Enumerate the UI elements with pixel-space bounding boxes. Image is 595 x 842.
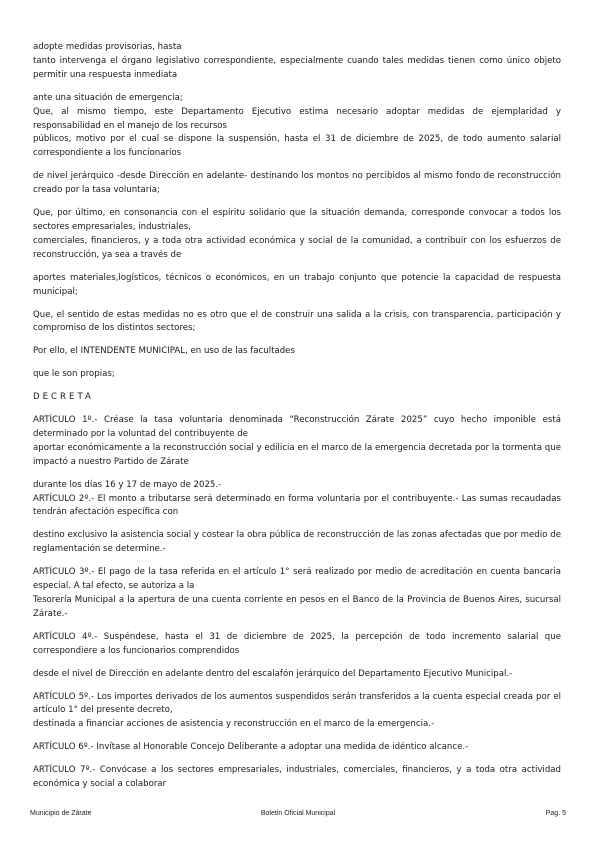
- document-body: [33, 41, 561, 792]
- paragraph: aportes materiales,logísticos, técnicos o económicos, en un trabajo conjunto que potencie la capacidad de respuesta municipal;: [33, 272, 561, 297]
- page-footer: [30, 810, 566, 822]
- paragraph: aportar económicamente a la reconstrucción social y edilicia en el marco de la emergencia decretada por la tormenta que impactó a nuestro Partido de Zárate: [33, 442, 561, 467]
- article-5: ARTÍCULO 5º.- Los importes derivados de los aumentos suspendidos serán transferidos a la cuenta especial creada por el artículo 1° del presente decreto,: [33, 691, 561, 716]
- paragraph: Por ello, el INTENDENTE MUNICIPAL, en uso de las facultades: [33, 346, 295, 357]
- article-3: ARTÍCULO 3º.- El pago de la tasa referida en el artículo 1° será realizado por medio de acreditación en cuenta bancaria especial. A tal efecto, se autoriza a la: [33, 567, 561, 592]
- article-2: ARTÍCULO 2º.- El monto a tributarse será determinado en forma voluntaria por el contribuyente.- Las sumas recaudadas tendrán afectación específica con: [33, 493, 561, 518]
- paragraph: Que, por último, en consonancia con el espíritu solidario que la situación demanda, corresponde convocar a todos los sectores empresariales, industriales,: [33, 208, 561, 232]
- paragraph: Tesorería Municipal a la apertura de una cuenta corriente en pesos en el Banco de la Provincia de Buenos Aires, sucursal Zárate.-: [33, 595, 561, 619]
- paragraph: públicos, motivo por el cual se dispone la suspensión, hasta el 31 de diciembre de 2025, de todo aumento salarial correspondiente a los funcionarios: [33, 134, 561, 159]
- paragraph: destino exclusivo la asistencia social y costear la obra pública de reconstrucción de las zonas afectadas que por medio de reglamentación se determine.-: [33, 530, 561, 555]
- decreta-heading: DECRETA: [33, 392, 94, 403]
- footer-municipality: Municipio de Zárate: [30, 810, 92, 817]
- paragraph: Que, el sentido de estas medidas no es otro que el de construir una salida a la crisis, con transparencia, participación y compromiso de los distintos sectores;: [33, 309, 561, 334]
- article-6: ARTÍCULO 6º.- Invítase al Honorable Concejo Deliberante a adoptar una medida de idéntico alcance.-: [33, 742, 469, 753]
- footer-bulletin-title: Boletin Oficial Municipal: [260, 810, 336, 817]
- paragraph: destinada a financiar acciones de asistencia y reconstrucción en el marco de la emergencia.-: [33, 719, 435, 730]
- paragraph: comerciales, financieros, y a toda otra actividad económica y social de la comunidad, a contribuir con los esfuerzos de reconstrucción, ya sea a través de: [33, 235, 561, 260]
- paragraph: adopte medidas provisorias, hasta: [33, 42, 182, 52]
- paragraph: durante los días 16 y 17 de mayo de 2025.-: [33, 479, 222, 490]
- article-4: ARTÍCULO 4º.- Suspéndese, hasta el 31 de diciembre de 2025, la percepción de todo incremento salarial que correspondiere a los funcionarios comprendidos: [33, 631, 561, 656]
- paragraph: que le son propias;: [33, 369, 115, 380]
- footer-page-number: Pag. 5: [545, 810, 566, 817]
- paragraph: tanto intervenga el órgano legislativo correspondiente, especialmente cuando tales medidas tienen como único objeto permitir una respuesta inmediata: [33, 55, 561, 80]
- article-1: ARTÍCULO 1º.- Créase la tasa voluntaria denominada “Reconstrucción Zárate 2025” cuyo hecho imponible está determinado por la voluntad del contribuyente de: [33, 415, 561, 439]
- article-7: ARTÍCULO 7º.- Convócase a los sectores empresariales, industriales, comerciales, financieros, y a toda otra actividad económica y social a colaborar: [33, 765, 561, 790]
- paragraph: ante una situación de emergencia;: [33, 92, 183, 103]
- paragraph: desde el nivel de Dirección en adelante dentro del escalafón jerárquico del Departamento Ejecutivo Municipal.-: [33, 668, 513, 679]
- paragraph: Que, al mismo tiempo, este Departamento Ejecutivo estima necesario adoptar medidas de ejemplaridad y responsabilidad en el manejo de los recursos: [33, 106, 561, 131]
- paragraph: de nivel jerárquico -desde Dirección en adelante- destinando los montos no percibidos al mismo fondo de reconstrucción creado por la tasa voluntaria;: [33, 171, 561, 196]
